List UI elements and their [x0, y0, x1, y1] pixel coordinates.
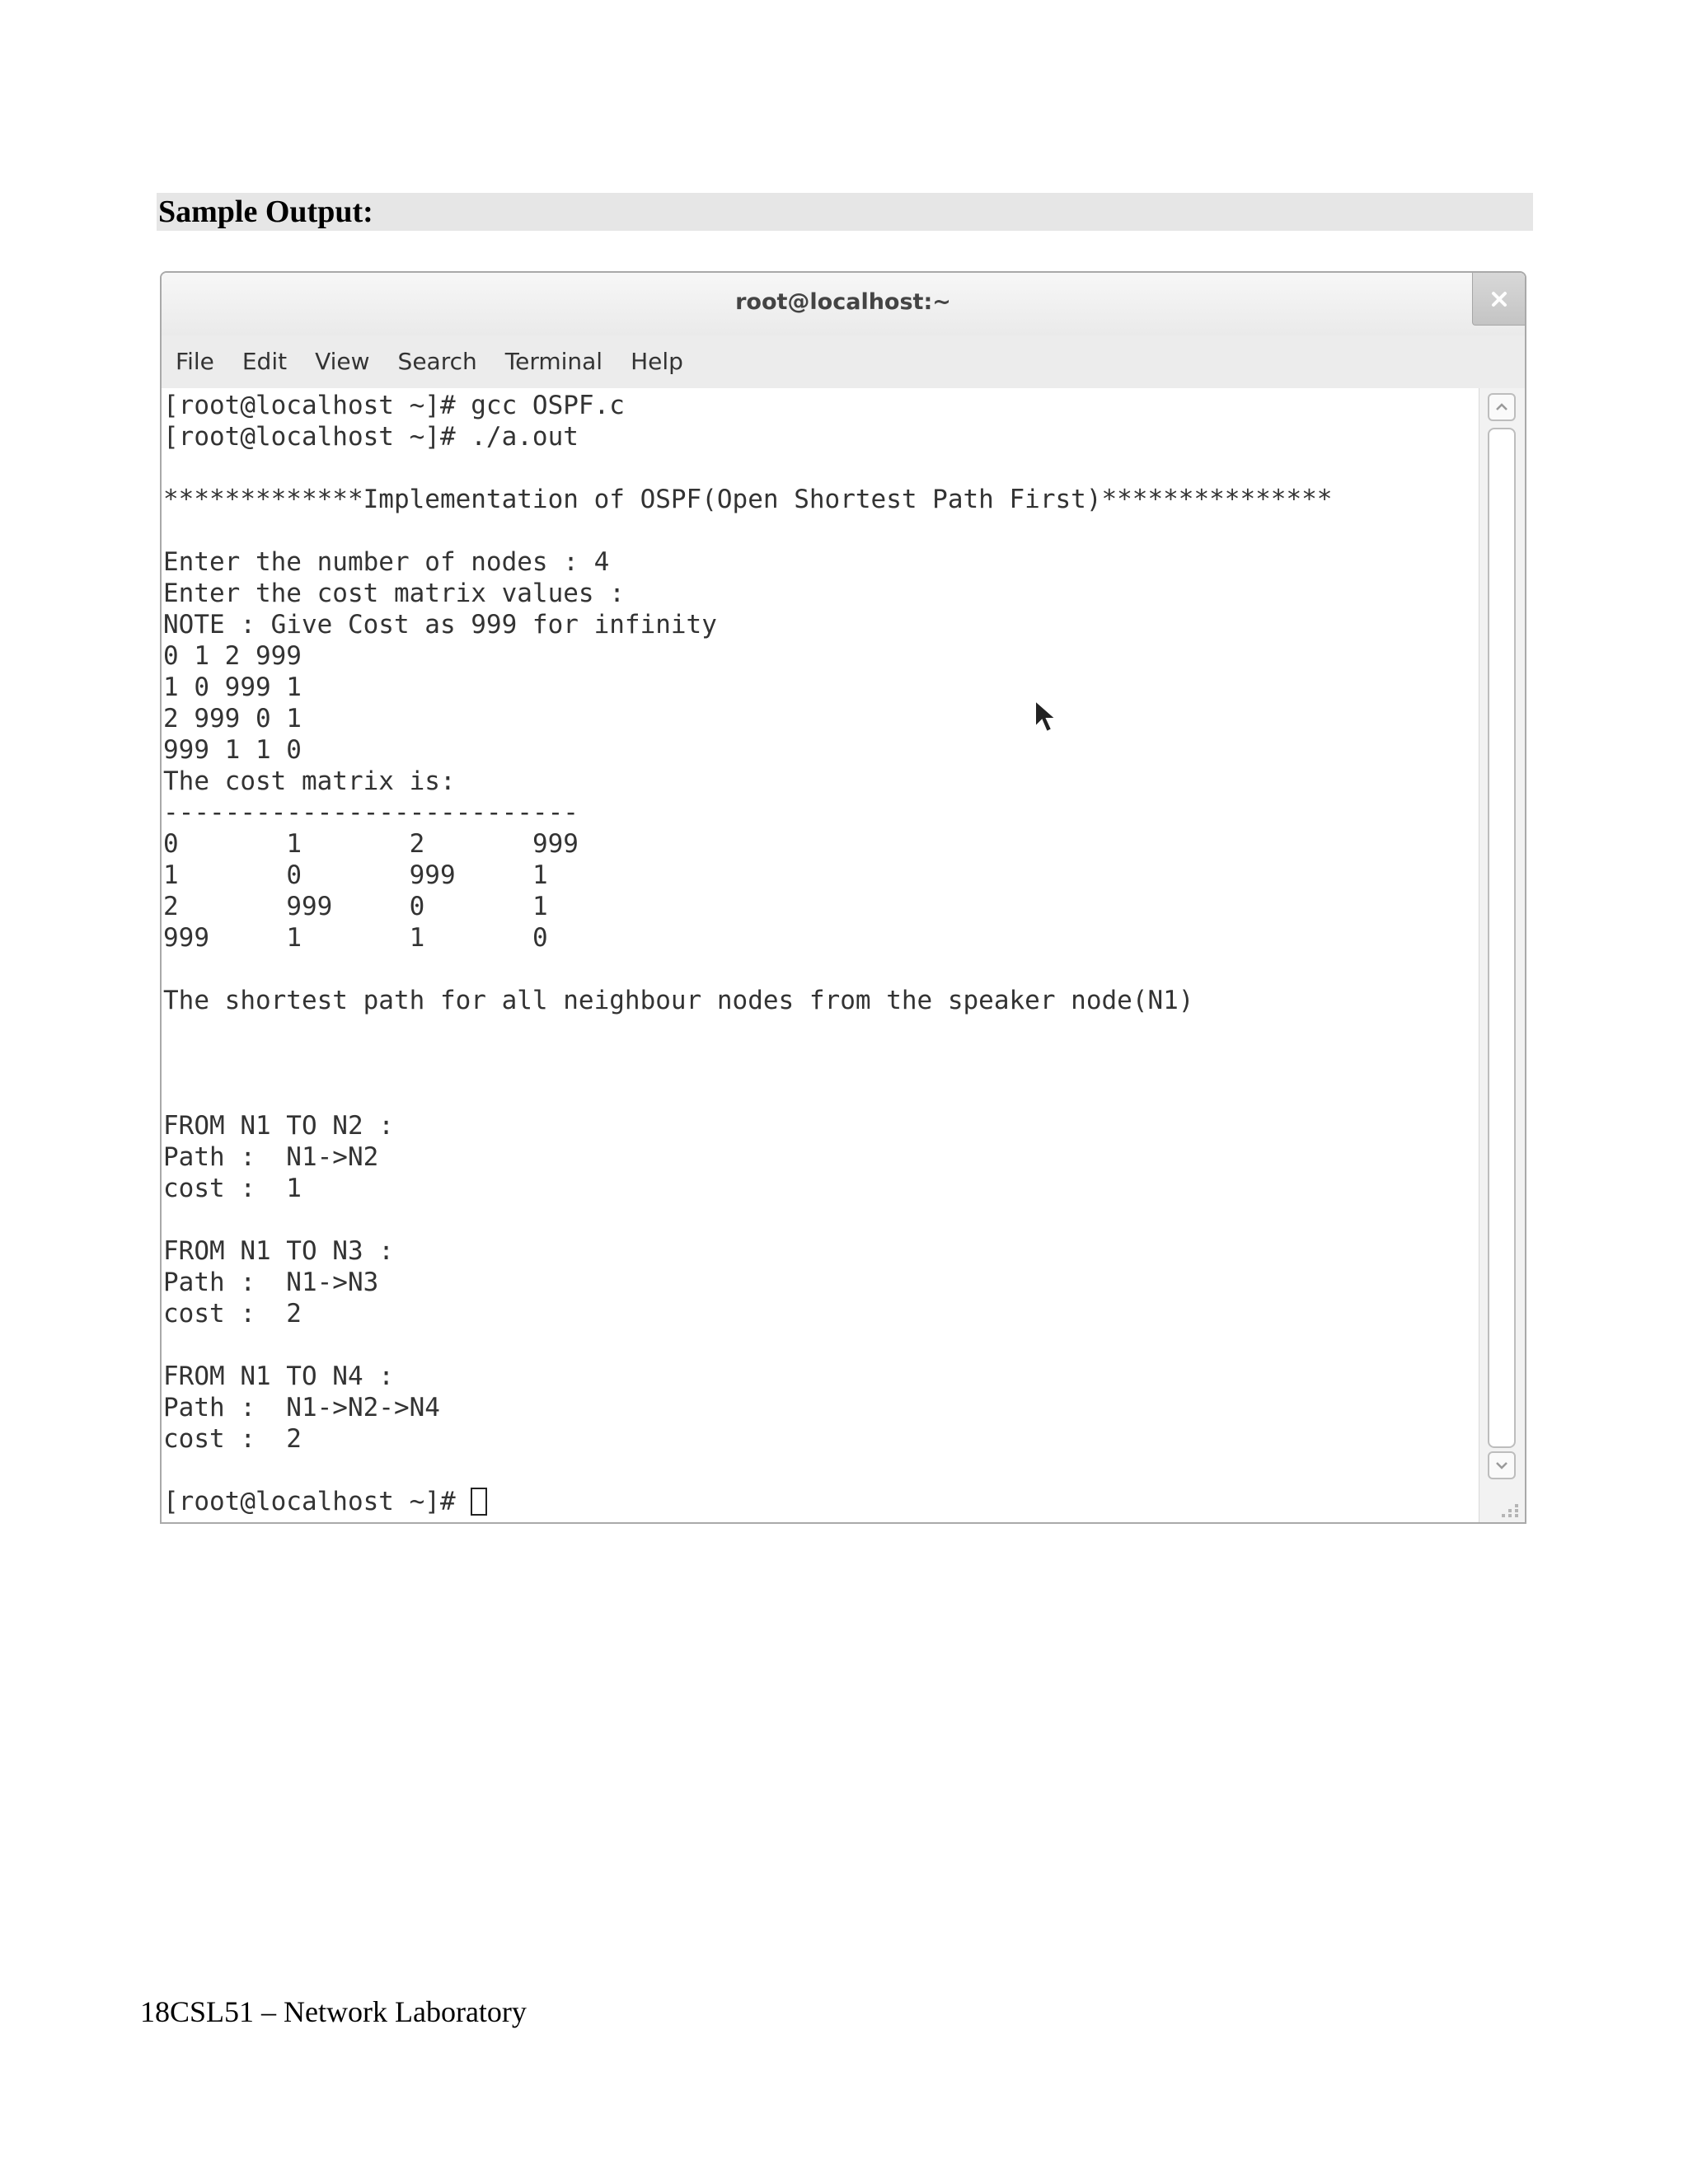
mouse-pointer-icon: [1034, 699, 1058, 735]
terminal-prompt: [root@localhost ~]#: [163, 1487, 471, 1516]
terminal-body[interactable]: [162, 388, 1480, 1524]
menu-file[interactable]: File: [176, 348, 214, 375]
terminal-output: [root@localhost ~]# gcc OSPF.c [root@localhost ~]# ./a.out *************Implementation of OSPF(Open Shortest Path First)*************** Enter the number of nodes : 4 Enter the cost matrix values : NOTE : Give Cost as 999 for infinity 0 1 2 999 1 0 999 1 2 999 0 1 999 1 1 0 The cost matrix is: --------------------------- 0 1 2 999 1 0 999 1 2 999 0 1 999 1 1 0 The shortest path for all neighbour nodes from the speaker node(N1) FROM N1 TO N2 : Path : N1->N2 cost : 1 FROM N1 TO N3 : Path : N1->N3 cost : 2 FROM N1 TO N4 : Path : N1->N2->N4 cost : 2: [163, 391, 1333, 1454]
scroll-thumb[interactable]: [1488, 428, 1516, 1448]
menu-search[interactable]: Search: [397, 348, 477, 375]
section-heading: Sample Output:: [157, 193, 1533, 231]
scroll-down-button[interactable]: [1488, 1451, 1516, 1479]
menu-edit[interactable]: Edit: [241, 348, 288, 375]
window-title: root@localhost:~: [735, 289, 951, 315]
terminal-window: [160, 271, 1526, 1524]
chevron-up-icon: [1494, 402, 1509, 412]
close-button[interactable]: [1472, 273, 1525, 326]
scroll-up-button[interactable]: [1488, 393, 1516, 421]
page-footer: 18CSL51 – Network Laboratory: [140, 1995, 527, 2028]
menu-help[interactable]: Help: [631, 348, 683, 375]
window-titlebar[interactable]: [162, 273, 1525, 335]
menu-bar: [162, 335, 1525, 388]
chevron-down-icon: [1494, 1460, 1509, 1470]
vertical-scrollbar[interactable]: [1479, 388, 1525, 1524]
close-icon: [1489, 289, 1509, 309]
text-cursor: [471, 1488, 487, 1516]
menu-terminal[interactable]: Terminal: [504, 348, 603, 375]
terminal-output-area: [163, 390, 1332, 1517]
menu-view[interactable]: View: [315, 348, 370, 375]
resize-grip-icon[interactable]: [1497, 1501, 1522, 1521]
